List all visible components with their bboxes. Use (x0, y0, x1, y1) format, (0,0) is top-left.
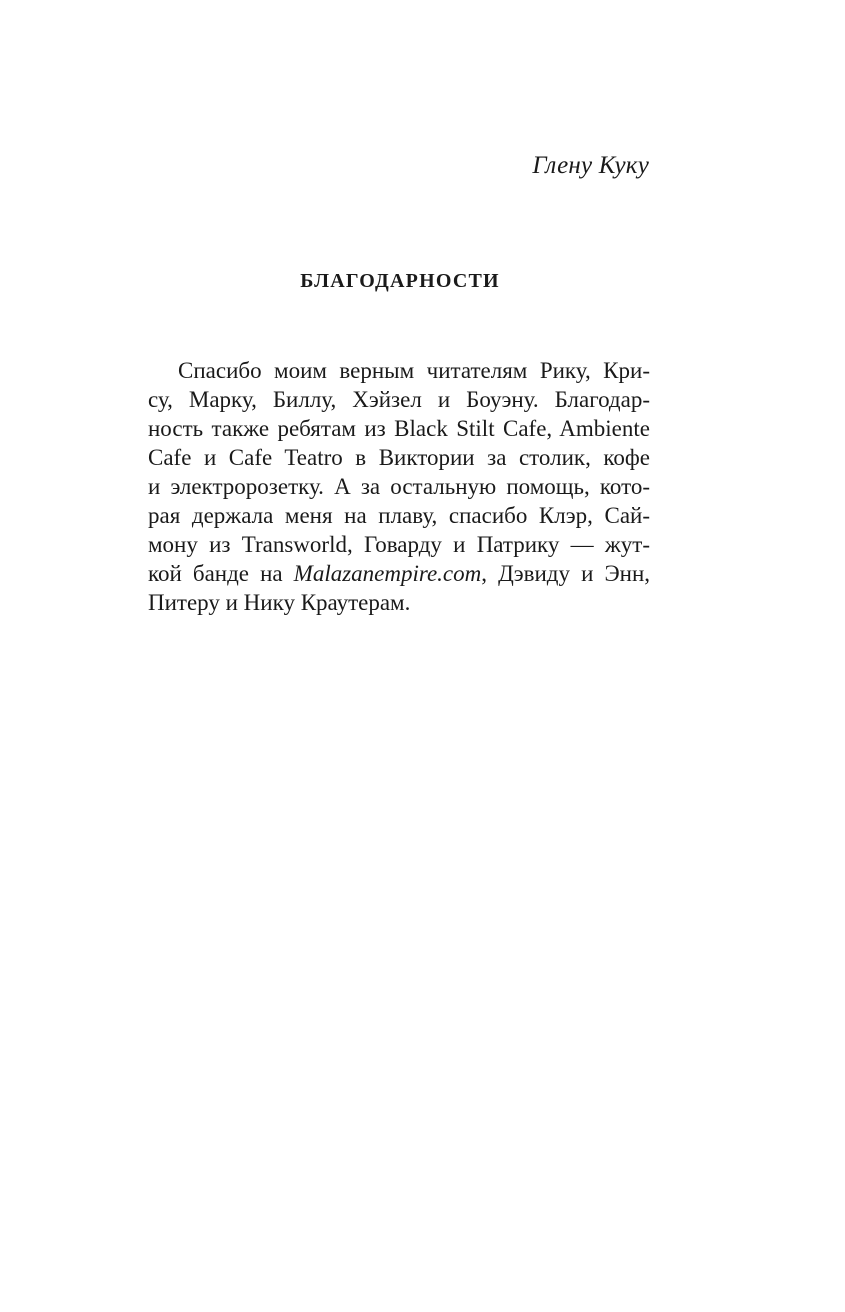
dedication: Глену Куку (532, 152, 649, 179)
paragraph-line: рая держала меня на плаву, спасибо Клэр, Сай- (148, 503, 650, 528)
paragraph-line: ность также ребятам из Black Stilt Cafe, Ambiente (148, 416, 650, 441)
paragraph-line: Спасибо моим верным читателям Рику, Кри- (178, 358, 650, 383)
paragraph-line: Питеру и Нику Краутерам. (148, 590, 411, 615)
section-heading: БЛАГОДАРНОСТИ (300, 270, 500, 292)
paragraph-line: мону из Transworld, Говарду и Патрику — жут- (148, 532, 650, 557)
acknowledgements-paragraph (148, 356, 650, 617)
paragraph-line (148, 559, 650, 588)
paragraph-line: Cafe и Cafe Teatro в Виктории за столик, кофе (148, 445, 650, 470)
paragraph-line: и электророзетку. А за остальную помощь, кото- (148, 474, 650, 499)
paragraph-line: су, Марку, Биллу, Хэйзел и Боуэну. Благодар- (148, 387, 650, 412)
website-name: Malazanempire.com (293, 561, 482, 586)
paragraph-text: кой банде на (148, 561, 294, 586)
paragraph-text: , Дэвиду и Энн, (481, 561, 651, 586)
